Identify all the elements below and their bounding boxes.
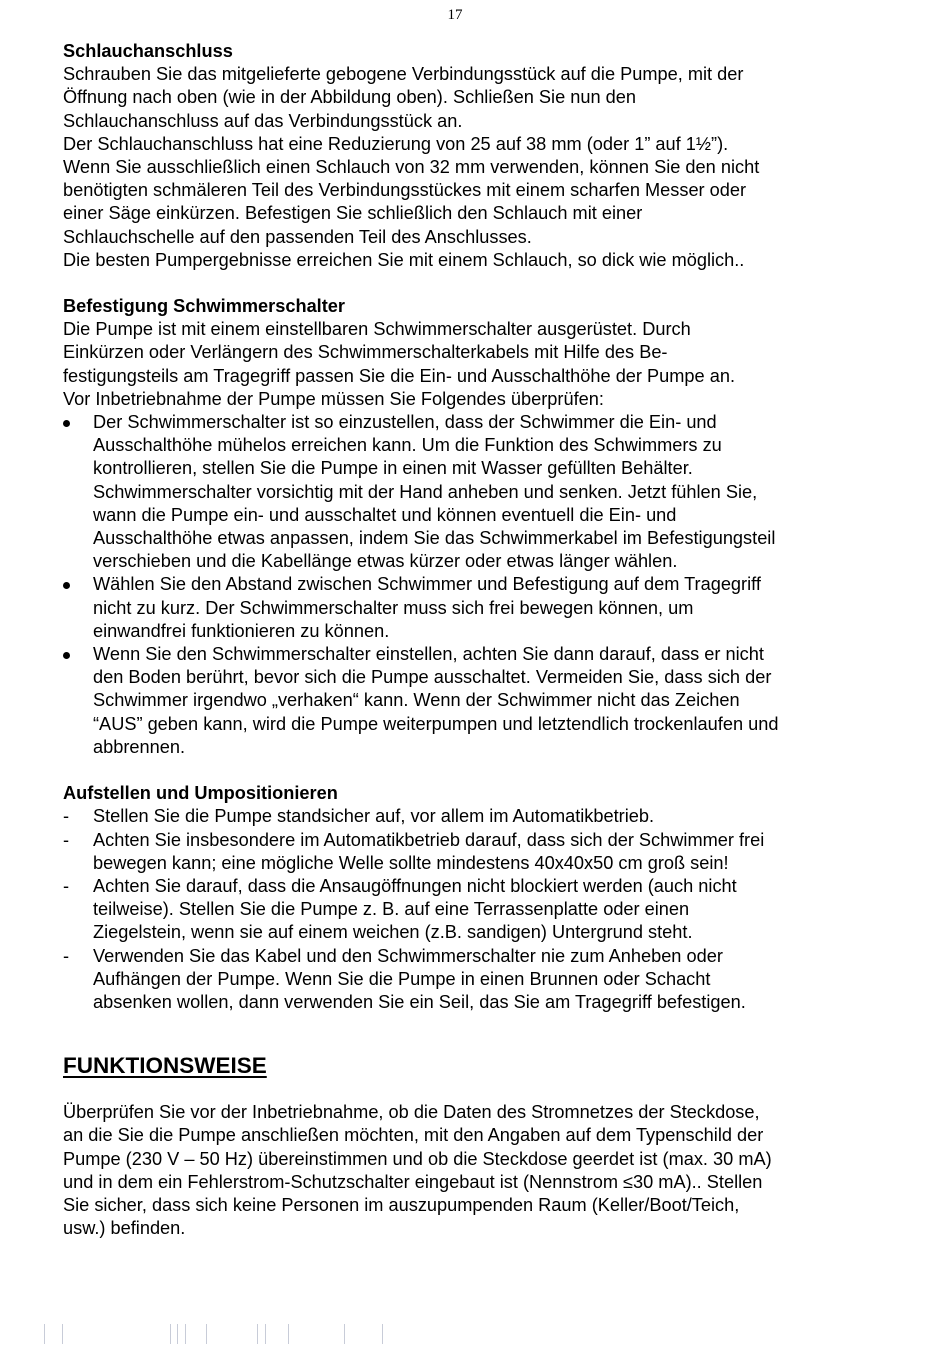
text-line: Sie sicher, dass sich keine Personen im auszupumpenden Raum (Keller/Boot/Teich, (63, 1194, 740, 1215)
dash-list-item (63, 945, 863, 1015)
text-line: bewegen kann; eine mögliche Welle sollte mindestens 40x40x50 cm groß sein! (93, 852, 729, 873)
text-line: Der Schwimmerschalter ist so einzustellen, dass der Schwimmer die Ein- und (93, 412, 717, 433)
dash-marker: - (63, 945, 70, 966)
text-line: Achten Sie insbesondere im Automatikbetrieb darauf, dass sich der Schwimmer frei (93, 829, 765, 850)
text-line: einer Säge einkürzen. Befestigen Sie schließlich den Schlauch mit einer (63, 203, 643, 224)
text-line: festigungsteils am Tragegriff passen Sie die Ein- und Ausschalthöhe der Pumpe an. (63, 365, 735, 386)
section-befestigung-schwimmerschalter (63, 295, 863, 759)
text-line: Ziegelstein, wenn sie auf einem weichen (z.B. sandigen) Untergrund steht. (93, 922, 693, 943)
section-heading: Schlauchanschluss (63, 41, 233, 61)
bullet-list-item (63, 573, 863, 643)
text-line: Öffnung nach oben (wie in der Abbildung oben). Schließen Sie nun den (63, 87, 636, 108)
text-line: teilweise). Stellen Sie die Pumpe z. B. auf eine Terrassenplatte oder einen (93, 899, 690, 920)
dash-list-item (63, 829, 863, 875)
text-line: abbrennen. (93, 736, 186, 757)
text-line: Die Pumpe ist mit einem einstellbaren Schwimmerschalter ausgerüstet. Durch (63, 319, 691, 340)
text-line: “AUS” geben kann, wird die Pumpe weiterpumpen und letztendlich trockenlaufen und (93, 713, 779, 734)
section-heading: Befestigung Schwimmerschalter (63, 296, 345, 317)
text-line: den Boden berührt, bevor sich die Pumpe ausschaltet. Vermeiden Sie, dass sich der (93, 667, 772, 688)
text-line: Schrauben Sie das mitgelieferte gebogene Verbindungsstück auf die Pumpe, mit der (63, 64, 744, 85)
text-line: Wenn Sie ausschließlich einen Schlauch von 32 mm verwenden, können Sie den nicht (63, 157, 760, 178)
text-line: Verwenden Sie das Kabel und den Schwimmerschalter nie zum Anheben oder (93, 945, 723, 966)
text-line: absenken wollen, dann verwenden Sie ein Seil, das Sie am Tragegriff befestigen. (93, 991, 746, 1012)
text-line: nicht zu kurz. Der Schwimmerschalter muss sich frei bewegen können, um (93, 597, 694, 618)
text-line: wann die Pumpe ein- und ausschaltet und können eventuell die Ein- und (93, 504, 677, 525)
spacer (63, 759, 863, 782)
text-line: Die besten Pumpergebnisse erreichen Sie mit einem Schlauch, so dick wie möglich.. (63, 249, 745, 270)
text-line: Pumpe (230 V – 50 Hz) übereinstimmen und ob die Steckdose geerdet ist (max. 30 mA) (63, 1148, 772, 1169)
text-line: Überprüfen Sie vor der Inbetriebnahme, ob die Daten des Stromnetzes der Steckdose, (63, 1102, 760, 1123)
text-line: einwandfrei funktionieren zu können. (93, 620, 390, 641)
text-line: Schwimmerschalter vorsichtig mit der Hand anheben und senken. Jetzt fühlen Sie, (93, 481, 758, 502)
text-line: Achten Sie darauf, dass die Ansaugöffnungen nicht blockiert werden (auch nicht (93, 875, 737, 896)
text-line: verschieben und die Kabellänge etwas kürzer oder etwas länger wählen. (93, 551, 678, 572)
text-line: Schlauchschelle auf den passenden Teil des Anschlusses. (63, 226, 532, 247)
text-line: Ausschalthöhe mühelos erreichen kann. Um die Funktion des Schwimmers zu (93, 435, 722, 456)
dash-marker: - (63, 875, 70, 896)
text-line: Wenn Sie den Schwimmerschalter einstellen, achten Sie dann darauf, dass er nicht (93, 644, 764, 665)
text-line: Stellen Sie die Pumpe standsicher auf, vor allem im Automatikbetrieb. (93, 806, 655, 827)
section-aufstellen-umpositionieren (63, 782, 863, 1014)
scan-artifact-marks (44, 1324, 444, 1346)
text-line: an die Sie die Pumpe anschließen möchten, mit den Angaben auf dem Typenschild der (63, 1125, 764, 1146)
dash-list-item (63, 875, 863, 945)
text-line: benötigten schmäleren Teil des Verbindungsstückes mit einem scharfen Messer oder (63, 180, 747, 201)
text-line: Einkürzen oder Verlängern des Schwimmerschalterkabels mit Hilfe des Be- (63, 342, 668, 363)
text-line: Schlauchanschluss auf das Verbindungsstück an. (63, 110, 463, 131)
dash-list-item (63, 805, 863, 828)
section-schlauchanschluss (63, 40, 863, 272)
section-heading: Aufstellen und Umpositionieren (63, 783, 338, 804)
bullet-list-item (63, 411, 863, 573)
chapter-heading: FUNKTIONSWEISE (63, 1053, 267, 1079)
text-line: Aufhängen der Pumpe. Wenn Sie die Pumpe in einen Brunnen oder Schacht (93, 968, 711, 989)
dash-marker: - (63, 806, 70, 827)
bullet-icon (63, 652, 70, 659)
text-line: Wählen Sie den Abstand zwischen Schwimmer und Befestigung auf dem Tragegriff (93, 574, 761, 595)
page-content (63, 40, 863, 1240)
text-line: usw.) befinden. (63, 1218, 186, 1239)
dash-marker: - (63, 829, 70, 850)
text-line: kontrollieren, stellen Sie die Pumpe in einen mit Wasser gefüllten Behälter. (93, 458, 693, 479)
text-line: Der Schlauchanschluss hat eine Reduzierung von 25 auf 38 mm (oder 1” auf 1½”). (63, 133, 729, 154)
spacer (63, 272, 863, 295)
bullet-list-item (63, 643, 863, 759)
text-line: Schwimmer irgendwo „verhaken“ kann. Wenn der Schwimmer nicht das Zeichen (93, 690, 740, 711)
page-number: 17 (447, 7, 463, 23)
section-funktionsweise (63, 1051, 863, 1240)
text-line: Ausschalthöhe etwas anpassen, indem Sie das Schwimmerkabel im Befestigungsteil (93, 528, 776, 549)
bullet-icon (63, 582, 70, 589)
bullet-icon (63, 420, 70, 427)
text-line: Vor Inbetriebnahme der Pumpe müssen Sie Folgendes überprüfen: (63, 388, 604, 409)
text-line: und in dem ein Fehlerstrom-Schutzschalter eingebaut ist (Nennstrom ≤30 mA).. Stellen (63, 1171, 763, 1192)
